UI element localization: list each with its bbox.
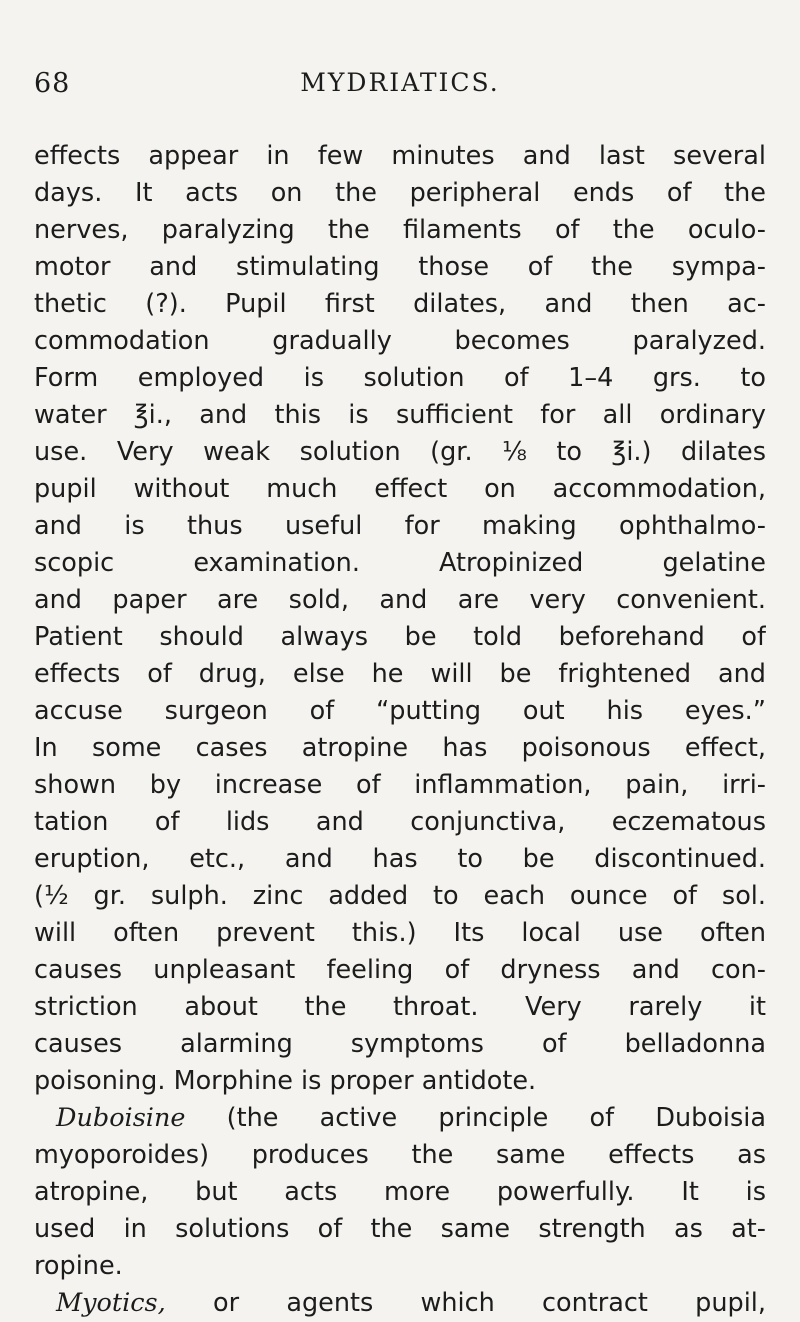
text-line: causes unpleasant feeling of dryness and con- bbox=[34, 955, 766, 985]
text-line: In some cases atropine has poisonous effect, bbox=[34, 733, 766, 763]
page-header bbox=[34, 68, 766, 108]
duboisine-term: Duboisine bbox=[56, 1103, 186, 1133]
myotics-line-rest: or agents which contract pupil, bbox=[165, 1288, 766, 1318]
text-line: motor and stimulating those of the sympa- bbox=[34, 252, 766, 282]
text-line: and is thus useful for making ophthalmo- bbox=[34, 511, 766, 541]
text-line: shown by increase of inflammation, pain, irri- bbox=[34, 770, 766, 800]
text-line: thetic (?). Pupil first dilates, and then ac- bbox=[34, 289, 766, 319]
text-line: tation of lids and conjunctiva, eczematous bbox=[34, 807, 766, 837]
text-line: ropine. bbox=[34, 1251, 123, 1281]
text-line: days. It acts on the peripheral ends of the bbox=[34, 178, 766, 208]
text-line: poisoning. Morphine is proper antidote. bbox=[34, 1066, 537, 1096]
myotics-paragraph-start bbox=[34, 1285, 766, 1322]
text-line: scopic examination. Atropinized gelatine bbox=[34, 548, 766, 578]
text-line: effects appear in few minutes and last several bbox=[34, 141, 766, 171]
text-line: will often prevent this.) Its local use often bbox=[34, 918, 766, 948]
text-line: myoporoides) produces the same effects as bbox=[34, 1140, 766, 1170]
text-line: used in solutions of the same strength as at- bbox=[34, 1214, 766, 1244]
body-text bbox=[34, 138, 766, 1322]
text-line: water ℥i., and this is sufficient for all ordinary bbox=[34, 400, 766, 430]
text-line: commodation gradually becomes paralyzed. bbox=[34, 326, 766, 356]
running-head: MYDRIATICS. bbox=[300, 68, 500, 97]
text-line: Form employed is solution of 1–4 grs. to bbox=[34, 363, 766, 393]
text-line: effects of drug, else he will be frightened and bbox=[34, 659, 766, 689]
text-line: striction about the throat. Very rarely it bbox=[34, 992, 766, 1022]
myotics-term: Myotics, bbox=[56, 1288, 166, 1318]
text-line: atropine, but acts more powerfully. It is bbox=[34, 1177, 766, 1207]
duboisine-paragraph-start bbox=[34, 1100, 766, 1137]
text-line: accuse surgeon of “putting out his eyes.” bbox=[34, 696, 766, 726]
page-number: 68 bbox=[34, 68, 71, 99]
text-line: pupil without much effect on accommodation, bbox=[34, 474, 766, 504]
text-line: causes alarming symptoms of belladonna bbox=[34, 1029, 766, 1059]
text-line: eruption, etc., and has to be discontinued. bbox=[34, 844, 766, 874]
text-line: Patient should always be told beforehand of bbox=[34, 622, 766, 652]
text-line: (½ gr. sulph. zinc added to each ounce of sol. bbox=[34, 881, 766, 911]
text-line: and paper are sold, and are very convenient. bbox=[34, 585, 766, 615]
duboisine-line-rest: (the active principle of Duboisia bbox=[185, 1103, 766, 1133]
text-line: nerves, paralyzing the filaments of the oculo- bbox=[34, 215, 766, 245]
text-line: use. Very weak solution (gr. ⅛ to ℥i.) dilates bbox=[34, 437, 766, 467]
